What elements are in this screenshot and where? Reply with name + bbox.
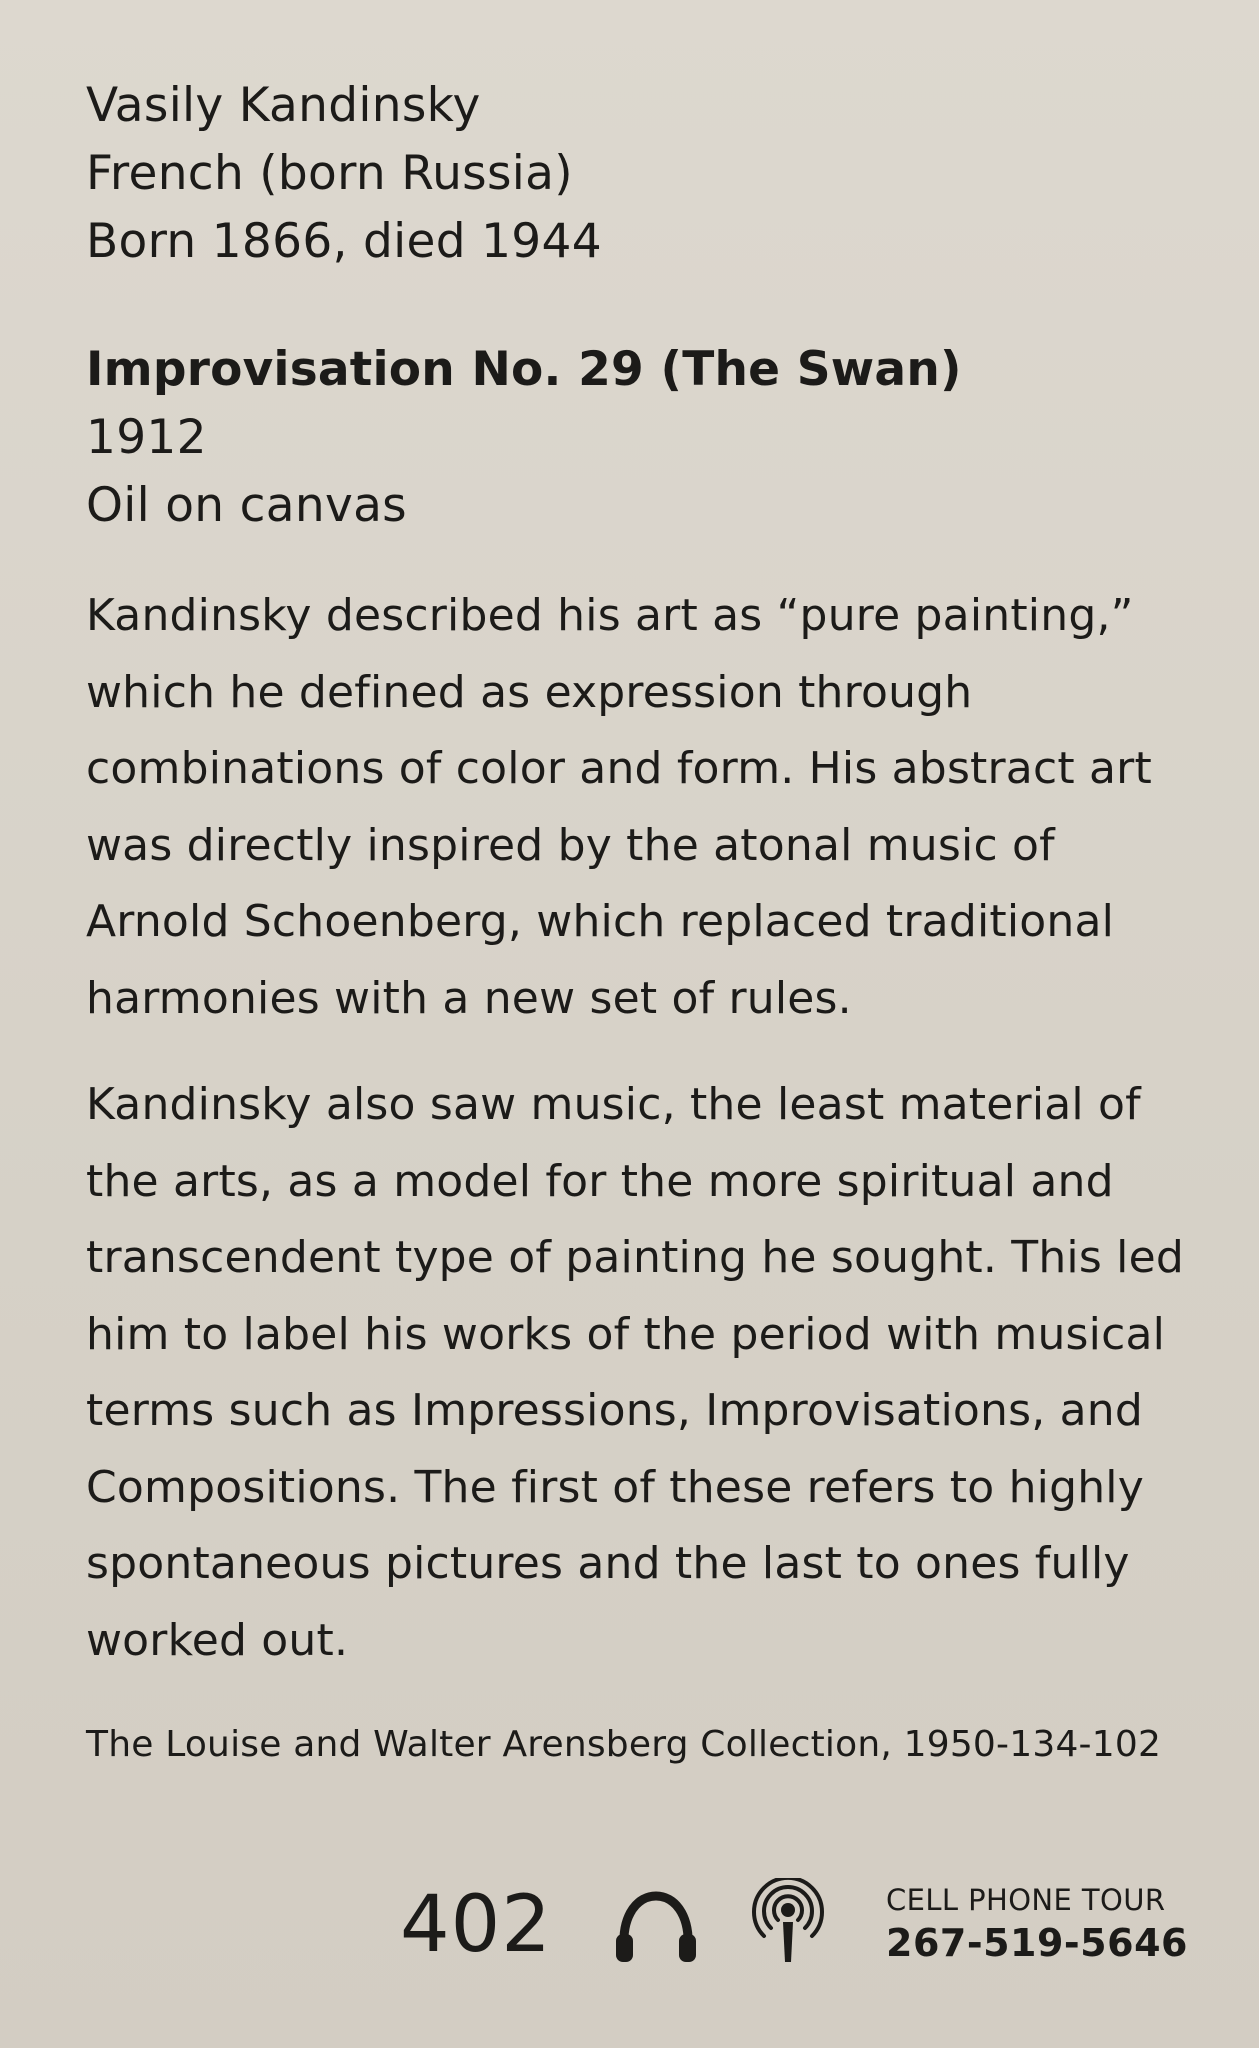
audio-stop-number: 402 (400, 1880, 552, 1970)
artwork-medium: Oil on canvas (86, 478, 407, 533)
credit-line: The Louise and Walter Arensberg Collection, 1950-134-102 (86, 1724, 1162, 1765)
artist-name: Vasily Kandinsky (86, 78, 481, 133)
artist-dates: Born 1866, died 1944 (86, 214, 602, 269)
cell-phone-tour-number: 267-519-5646 (886, 1921, 1188, 1965)
cell-phone-tour-label: CELL PHONE TOUR (886, 1883, 1166, 1917)
artwork-title: Improvisation No. 29 (The Swan) (86, 342, 962, 397)
headphones-icon (612, 1886, 700, 1966)
artwork-year: 1912 (86, 410, 207, 465)
label-content (86, 72, 1196, 1769)
description-paragraph-2: Kandinsky also saw music, the least material of the arts, as a model for the more spiritual and transcendent type of painting he sought. This led him to label his works of the period with musical terms such as Impressions, Improvisations, and Compositions. The first of these refers to highly spontaneous pictures and the last to ones fully worked out. (86, 1079, 1184, 1666)
audio-tour-footer (400, 1870, 1200, 1980)
cell-phone-tour (886, 1882, 1206, 1968)
podcast-icon (752, 1878, 824, 1966)
artist-nationality: French (born Russia) (86, 146, 573, 201)
description-paragraph-1: Kandinsky described his art as “pure painting,” which he defined as expression through combinations of color and form. His abstract art was directly inspired by the atonal music of Arnold Schoenberg, which replaced traditional harmonies with a new set of rules. (86, 590, 1152, 1024)
